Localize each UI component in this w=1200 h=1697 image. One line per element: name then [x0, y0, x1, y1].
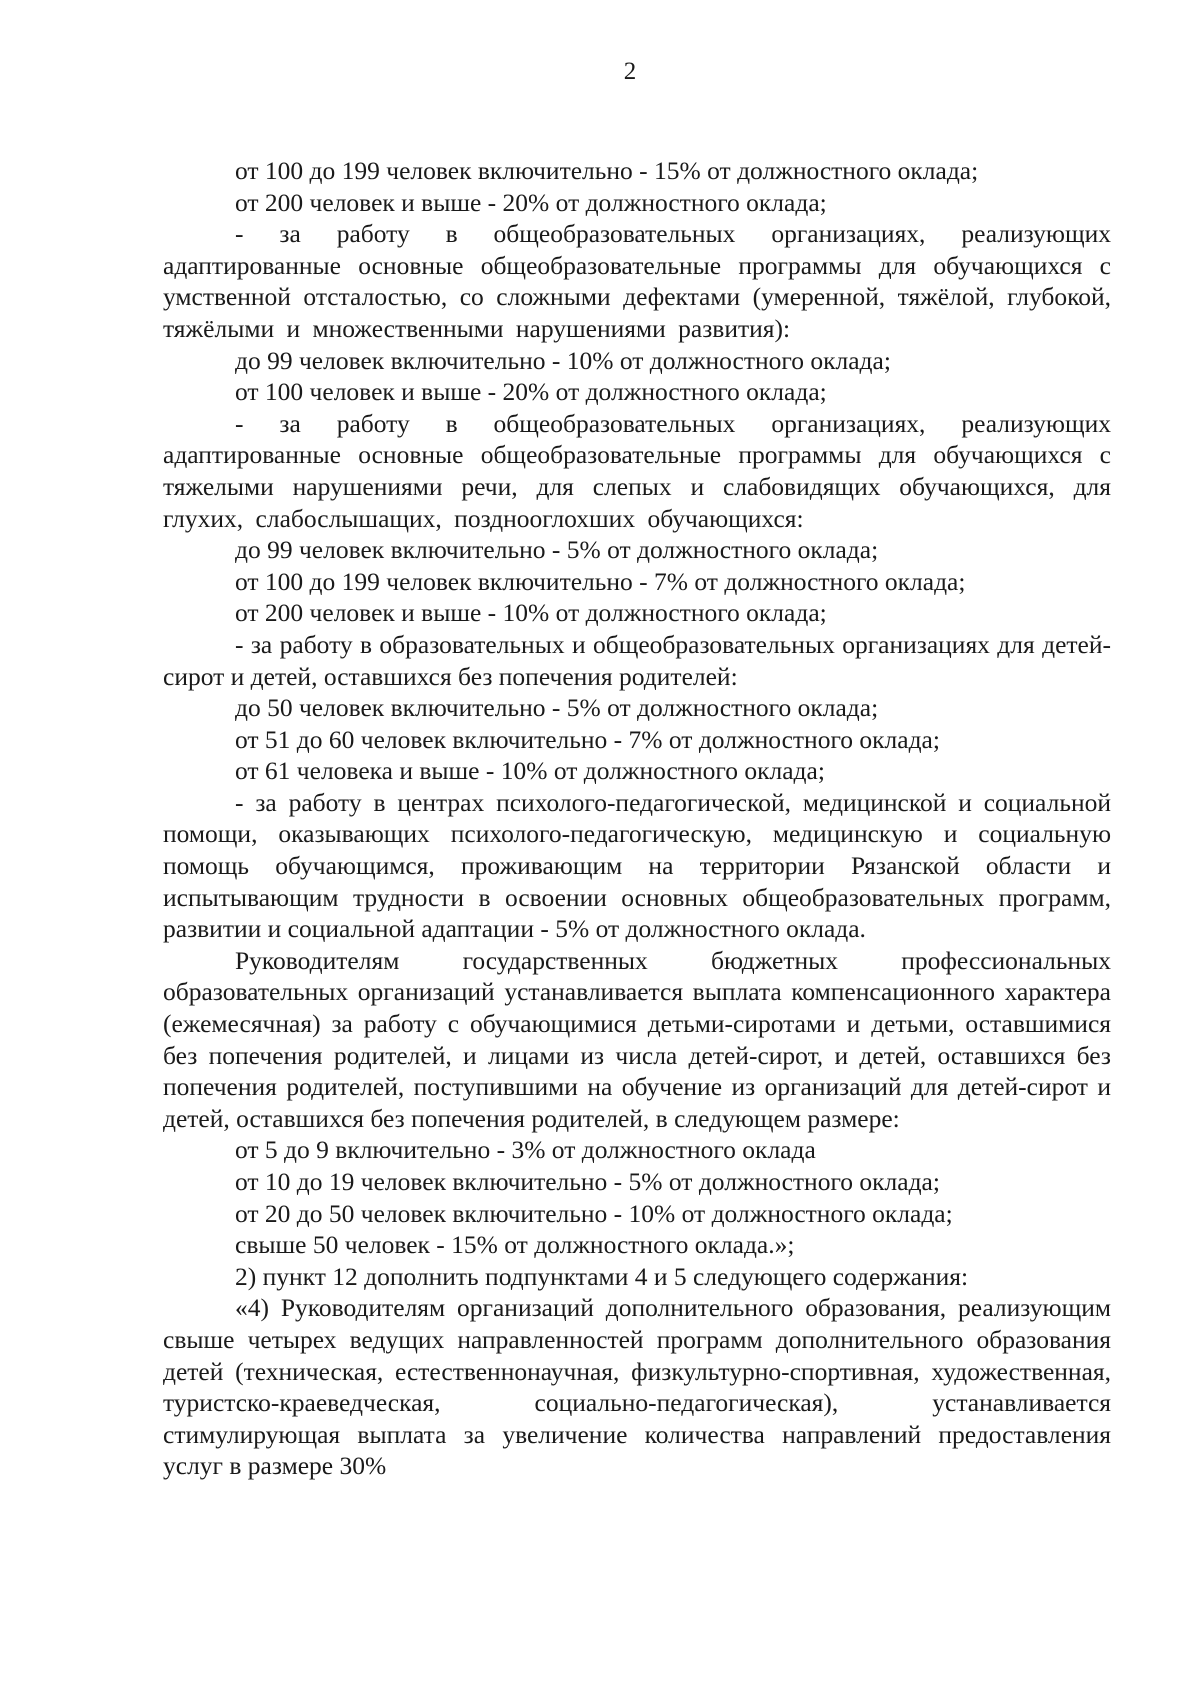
paragraph: - за работу в общеобразовательных организациях, реализующих адаптированные основные общеобразовательные программы для обучающихся с умственной отсталостью, со сложными дефектами (умеренной, тяжёлой, глубокой, тяжёлыми и множественными нарушениями развития): [163, 219, 1111, 343]
paragraph: - за работу в образовательных и общеобразовательных организациях для детей-сирот и детей, оставшихся без попечения родителей: [163, 629, 1111, 691]
paragraph: до 50 человек включительно - 5% от должностного оклада; [235, 693, 879, 723]
paragraph: от 100 до 199 человек включительно - 15% от должностного оклада; [235, 156, 979, 185]
paragraph: от 10 до 19 человек включительно - 5% от должностного оклада; [235, 1167, 940, 1196]
paragraph: 2) пункт 12 дополнить подпунктами 4 и 5 следующего содержания: [235, 1261, 969, 1291]
paragraph: до 99 человек включительно - 10% от должностного оклада; [235, 345, 891, 375]
paragraph: от 61 человека и выше - 10% от должностного оклада; [235, 756, 825, 786]
paragraph: Руководителям государственных бюджетных профессиональных образовательных организаций устанавливается выплата компенсационного характера (ежемесячная) за работу с обучающимися детьми-сиротами и детьми, оставшимися без попечения родителей, и лицами из числа детей-сирот, и детей, оставшихся без попечения родителей, поступившими на обучение из организаций для детей-сирот и детей, оставшихся без попечения родителей, в следующем размере: [163, 945, 1111, 1133]
paragraph: от 100 до 199 человек включительно - 7% от должностного оклада; [235, 566, 966, 596]
paragraph: от 5 до 9 включительно - 3% от должностного оклада [235, 1135, 816, 1165]
page-number: 2 [623, 58, 637, 85]
document-body [163, 155, 1111, 1482]
paragraph: свыше 50 человек - 15% от должностного оклада.»; [235, 1230, 795, 1260]
paragraph: от 51 до 60 человек включительно - 7% от должностного оклада; [235, 724, 940, 754]
paragraph: от 200 человек и выше - 20% от должностного оклада; [235, 187, 827, 217]
paragraph: «4) Руководителям организаций дополнительного образования, реализующим свыше четырех ведущих направленностей программ дополнительного образования детей (техническая, естественнонаучная, физкультурно-спортивная, художественная, туристско-краеведческая, социально-педагогическая), устанавливается стимулирующая выплата за увеличение количества направлений предоставления услуг в размере 30% [163, 1293, 1111, 1481]
paragraph: - за работу в общеобразовательных организациях, реализующих адаптированные основные общеобразовательные программы для обучающихся с тяжелыми нарушениями речи, для слепых и слабовидящих обучающихся, для глухих, слабослышащих, позднооглохших обучающихся: [163, 408, 1111, 533]
paragraph: от 200 человек и выше - 10% от должностного оклада; [235, 598, 827, 628]
paragraph: до 99 человек включительно - 5% от должностного оклада; [235, 535, 879, 565]
paragraph: от 20 до 50 человек включительно - 10% от должностного оклада; [235, 1198, 953, 1228]
paragraph: от 100 человек и выше - 20% от должностного оклада; [235, 377, 827, 407]
paragraph: - за работу в центрах психолого-педагогической, медицинской и социальной помощи, оказывающих психолого-педагогическую, медицинскую и социальную помощь обучающимся, проживающим на территории Рязанской области и испытывающим трудности в освоении основных общеобразовательных программ, развитии и социальной адаптации - 5% от должностного оклада. [163, 787, 1111, 944]
